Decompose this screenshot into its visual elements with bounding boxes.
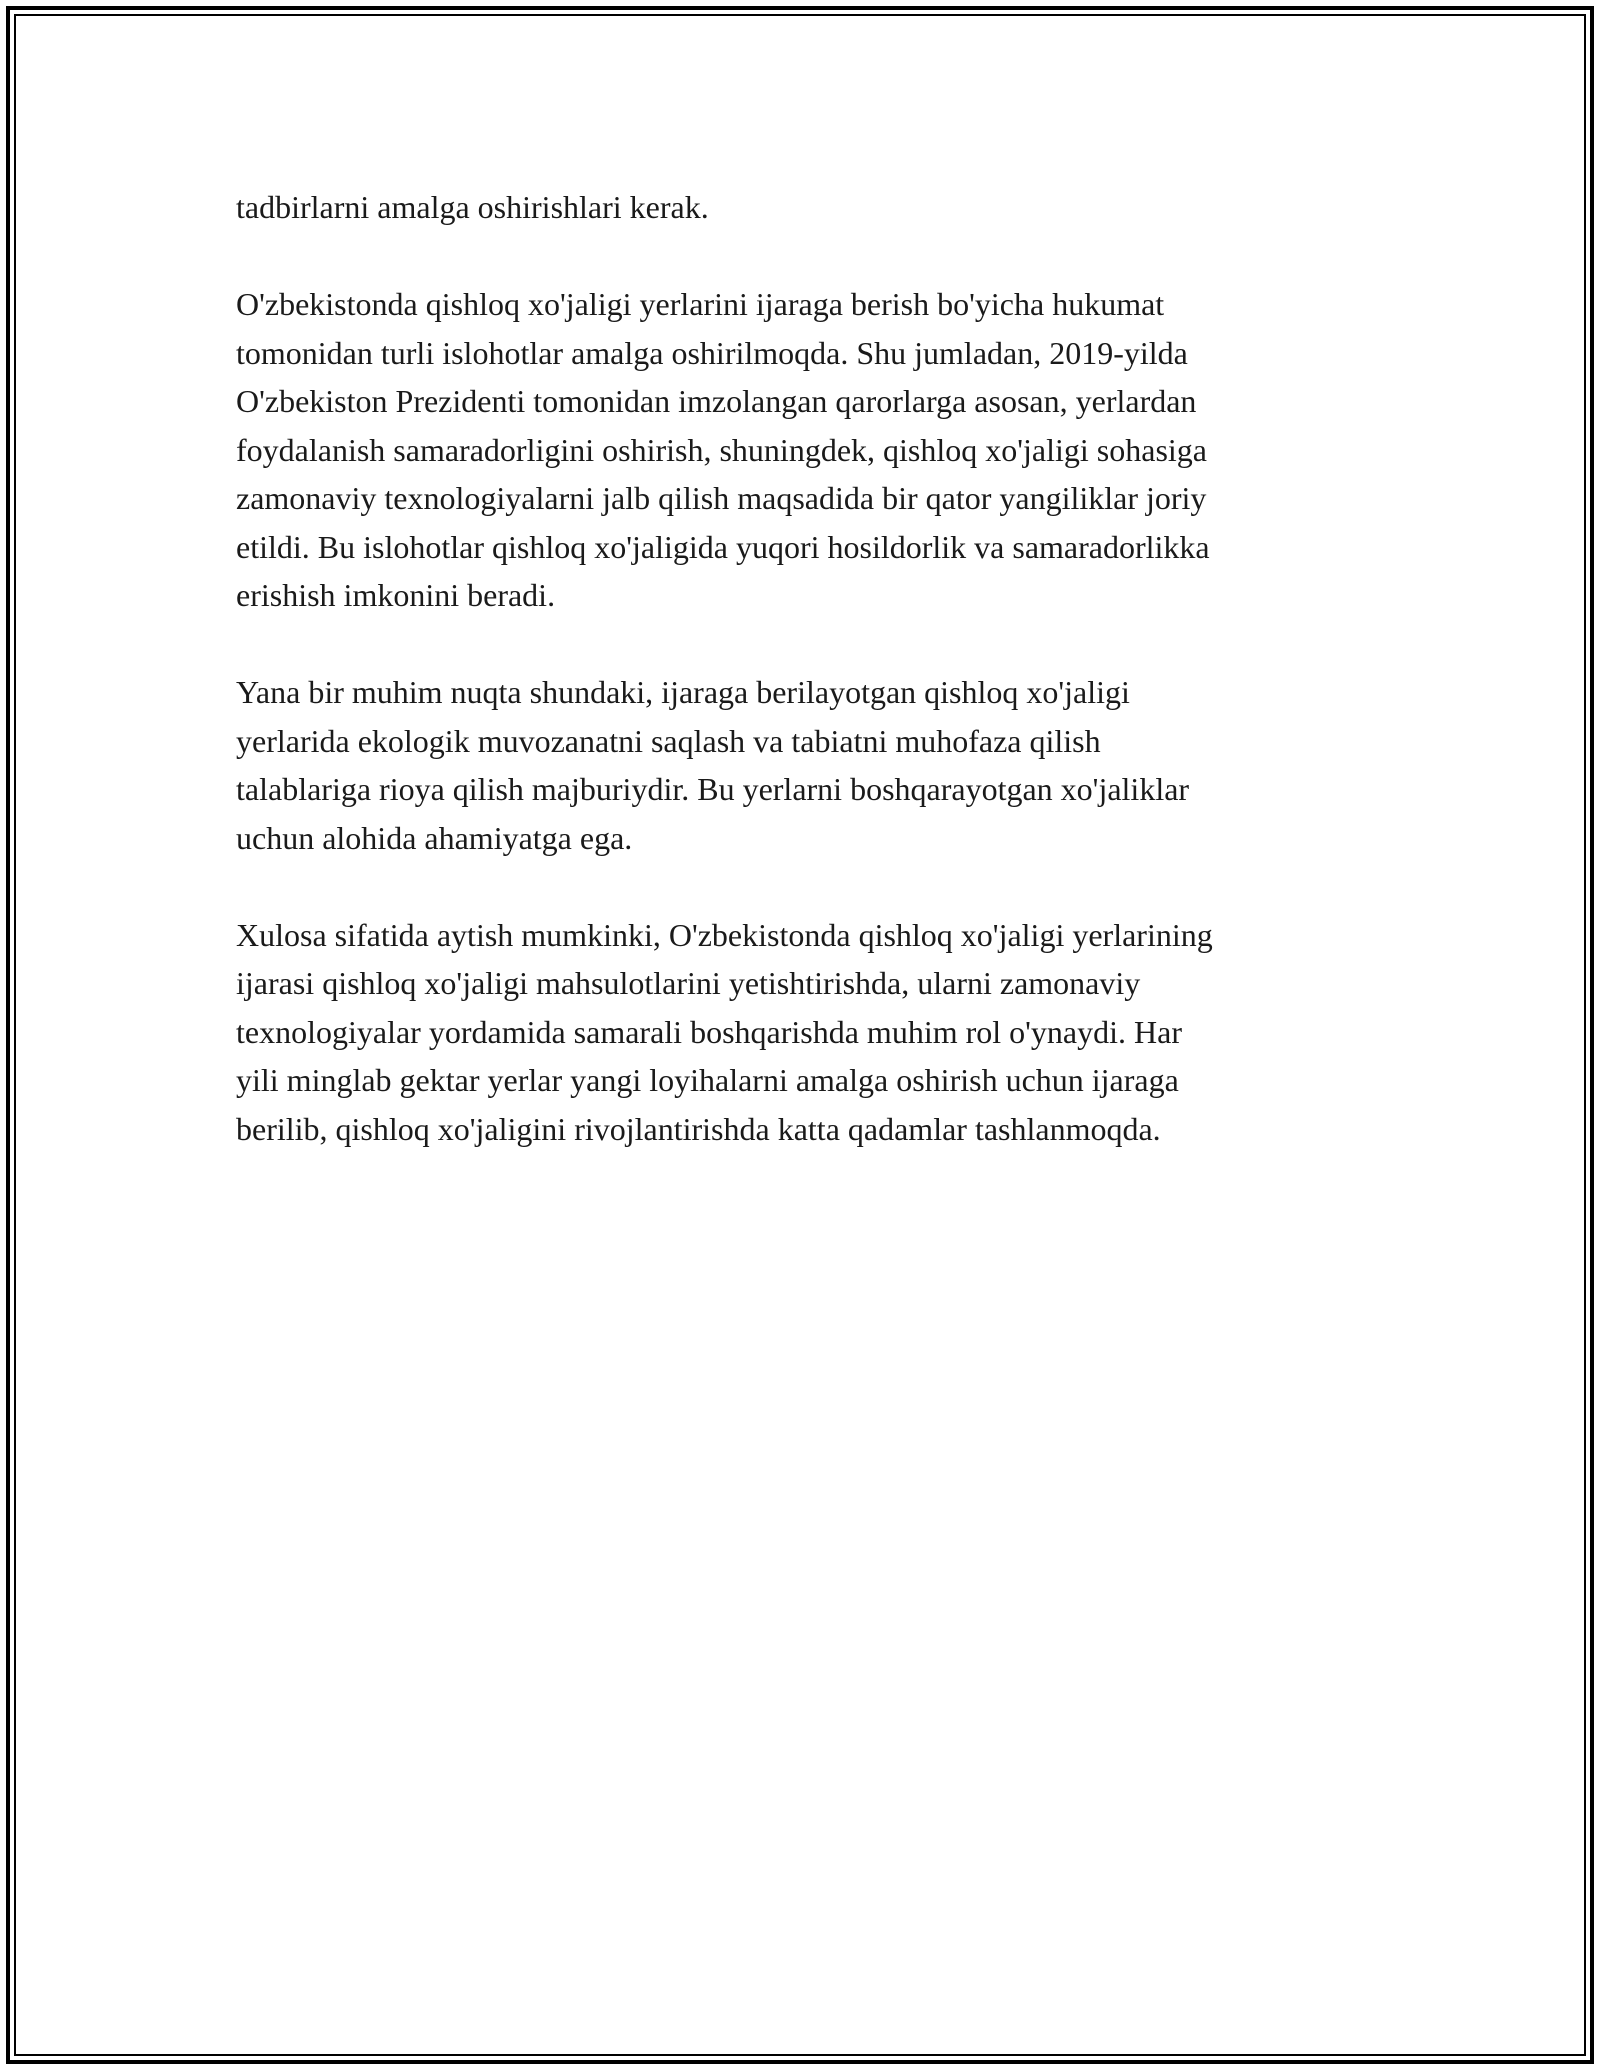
paragraph-conclusion: Xulosa sifatida aytish mumkinki, O'zbekistonda qishloq xo'jaligi yerlarining ijarasi qishloq xo'jaligi mahsulotlarini yetishtirishda, ularni zamonaviy texnologiyalar yordamida samarali boshqarishda muhim rol o'ynaydi. Har yili minglab gektar yerlar yangi loyihalarni amalga oshirish uchun ijaraga berilib, qishloq xo'jaligini rivojlantirishda katta qadamlar tashlanmoqda. — [236, 916, 1213, 1147]
paragraph-continuation: tadbirlarni amalga oshirishlari kerak. — [236, 189, 709, 225]
paragraph-reforms: O'zbekistonda qishloq xo'jaligi yerlarini ijaraga berish bo'yicha hukumat tomonidan turli islohotlar amalga oshirilmoqda. Shu jumladan, 2019-yilda O'zbekiston Prezidenti tomonidan imzolangan qarorlarga asosan, yerlardan foydalanish samaradorligini oshirish, shuningdek, qishloq xo'jaligi sohasiga zamonaviy texnologiyalarni jalb qilish maqsadida bir qator yangiliklar joriy etildi. Bu islohotlar qishloq xo'jaligida yuqori hosildorlik va samaradorlikka erishish imkonini beradi. — [236, 286, 1210, 613]
paragraph-ecology: Yana bir muhim nuqta shundaki, ijaraga berilayotgan qishloq xo'jaligi yerlarida ekologik muvozanatni saqlash va tabiatni muhofaza qilish talablariga rioya qilish majburiydir. Bu yerlarni boshqarayotgan xo'jaliklar uchun alohida ahamiyatga ega. — [236, 674, 1190, 856]
document-body — [236, 183, 1376, 1202]
